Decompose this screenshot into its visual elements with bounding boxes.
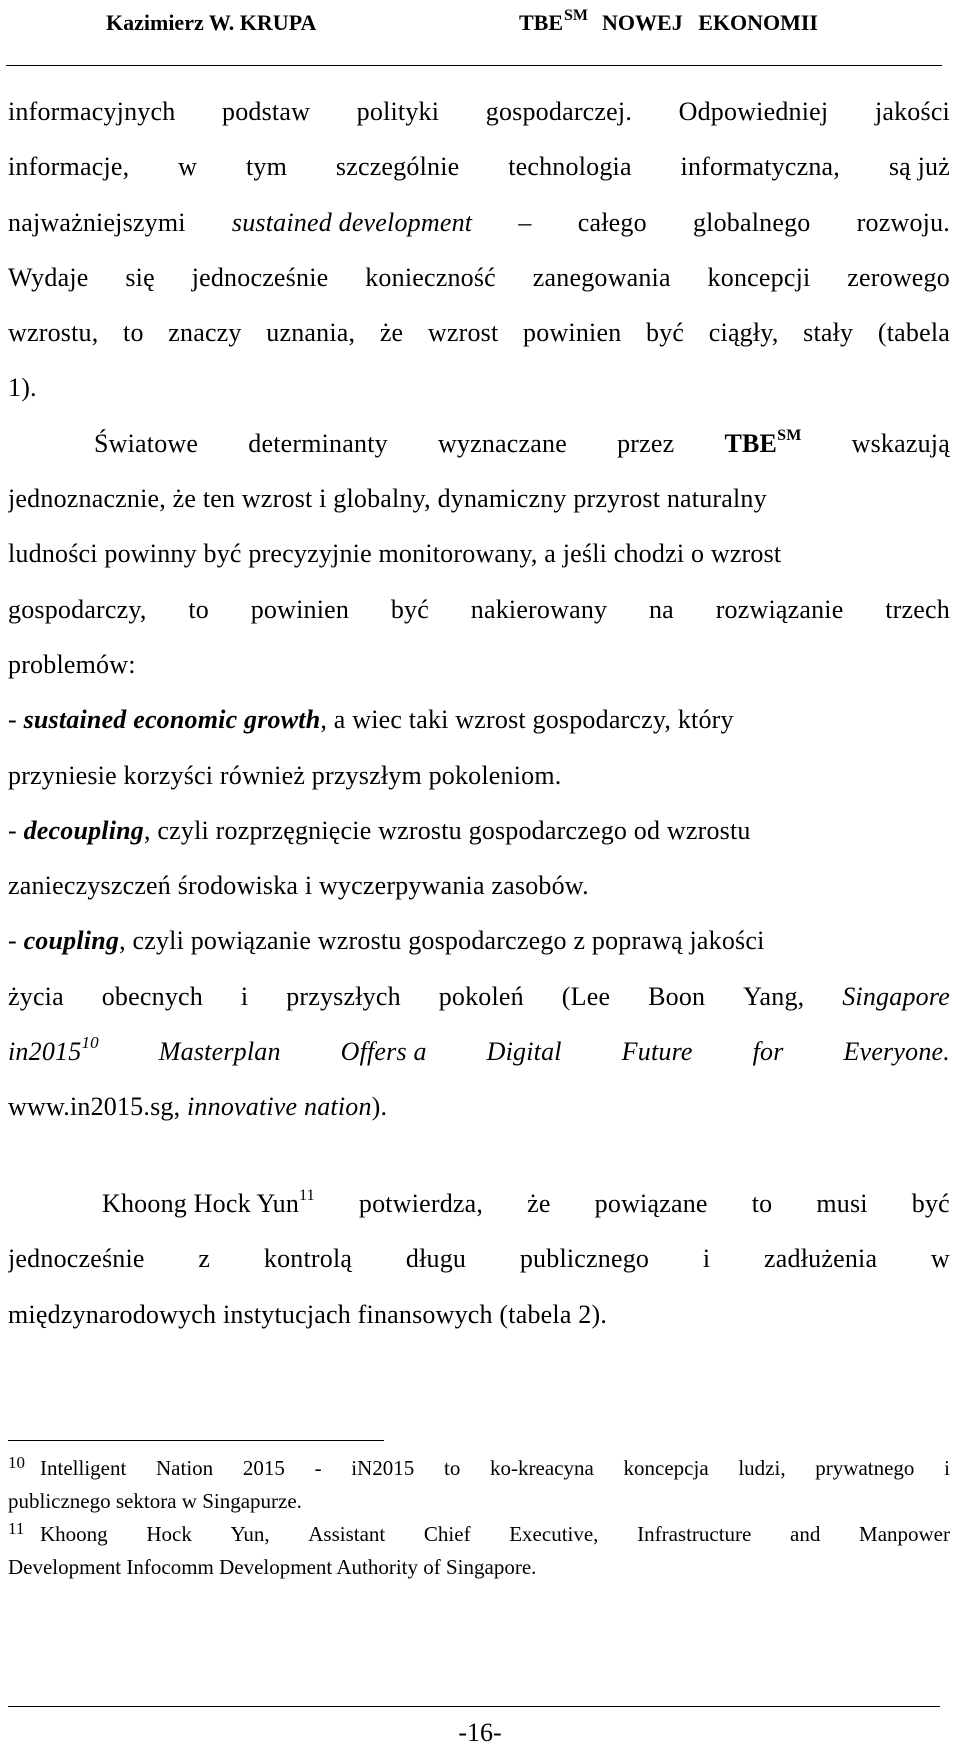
- footnote-separator: [8, 1440, 384, 1441]
- text-line: ludności powinny być precyzyjnie monitorowany, a jeśli chodzi o wzrost: [8, 539, 782, 569]
- text-line: Wydaje się jednocześnie konieczność zanegowania koncepcji zerowego: [8, 262, 950, 292]
- list-item: - coupling, czyli powiązanie wzrostu gospodarczego z poprawą jakości: [8, 926, 765, 956]
- text-line: najważniejszymi sustained development – całego globalnego rozwoju.: [8, 207, 950, 237]
- footnote-11: 11 Khoong Hock Yun, Assistant Chief Executive, Infrastructure and Manpower Development Infocomm Development Authority of Singapore.: [8, 1518, 950, 1584]
- text-line: Światowe determinanty wyznaczane przez TBE℠ wskazują: [94, 426, 950, 458]
- header-author: Kazimierz W. KRUPA: [106, 10, 317, 35]
- text-line: www.in2015.sg, innovative nation).: [8, 1092, 388, 1122]
- text-line: wzrostu, to znaczy uznania, że wzrost powinien być ciągły, stały (tabela: [8, 318, 950, 348]
- footnote-ref-11[interactable]: 11: [299, 1187, 315, 1204]
- text-line: in2015$^{10}$ Masterplan Offers a Digital Future for Everyone.: [8, 1033, 950, 1067]
- paragraph-2: [8, 1176, 950, 1342]
- text-line: jednocześnie z kontrolą długu publicznego i zadłużenia w: [8, 1244, 950, 1274]
- list-item: - sustained economic growth, a wiec taki wzrost gospodarczy, który: [8, 705, 734, 735]
- footer-rule: [8, 1706, 940, 1707]
- footnote-ref-10[interactable]: 10: [81, 1033, 99, 1053]
- text-line: gospodarczy, to powinien być nakierowany na rozwiązanie trzech: [8, 594, 950, 624]
- text-line: Khoong Hock Yun$^{11}$ potwierdza, że powiązane to musi być: [102, 1187, 950, 1218]
- page-number: -16-: [458, 1718, 502, 1747]
- text-line: 1).: [8, 373, 37, 403]
- text-line: jednoznacznie, że ten wzrost i globalny, dynamiczny przyrost naturalny: [8, 484, 767, 514]
- header-title-superscript: SM: [564, 7, 589, 24]
- footnotes: [8, 1452, 950, 1584]
- text-line: międzynarodowych instytucjach finansowych (tabela 2).: [8, 1299, 608, 1329]
- tbe-mark: TBE: [724, 428, 778, 458]
- footnote-number: 10: [8, 1453, 25, 1472]
- footnote-10: 10 Intelligent Nation 2015 - iN2015 to ko-kreacyna koncepcja ludzi, prywatnego i publicznego sektora w Singapurze.: [8, 1452, 950, 1518]
- list-item: - decoupling, czyli rozprzęgnięcie wzrostu gospodarczego od wzrostu: [8, 815, 751, 845]
- footnote-number: 11: [8, 1519, 25, 1538]
- header-rule: [6, 65, 942, 66]
- text-line: przyniesie korzyści również przyszłym pokoleniom.: [8, 760, 562, 790]
- url-link[interactable]: www.in2015.sg,: [8, 1092, 181, 1122]
- text-line: informacje, w tym szczególnie technologia informatyczna, są już: [8, 152, 950, 182]
- text-line: problemów:: [8, 649, 136, 679]
- text-line: informacyjnych podstaw polityki gospodarczej. Odpowiedniej jakości: [8, 97, 950, 126]
- text-line: zanieczyszczeń środowiska i wyczerpywania zasobów.: [8, 871, 589, 901]
- header-title: TBE℠ NOWEJ EKONOMII: [519, 7, 818, 35]
- text-line: życia obecnych i przyszłych pokoleń (Lee Boon Yang, Singapore: [8, 981, 950, 1011]
- paragraph-1: [8, 84, 950, 1135]
